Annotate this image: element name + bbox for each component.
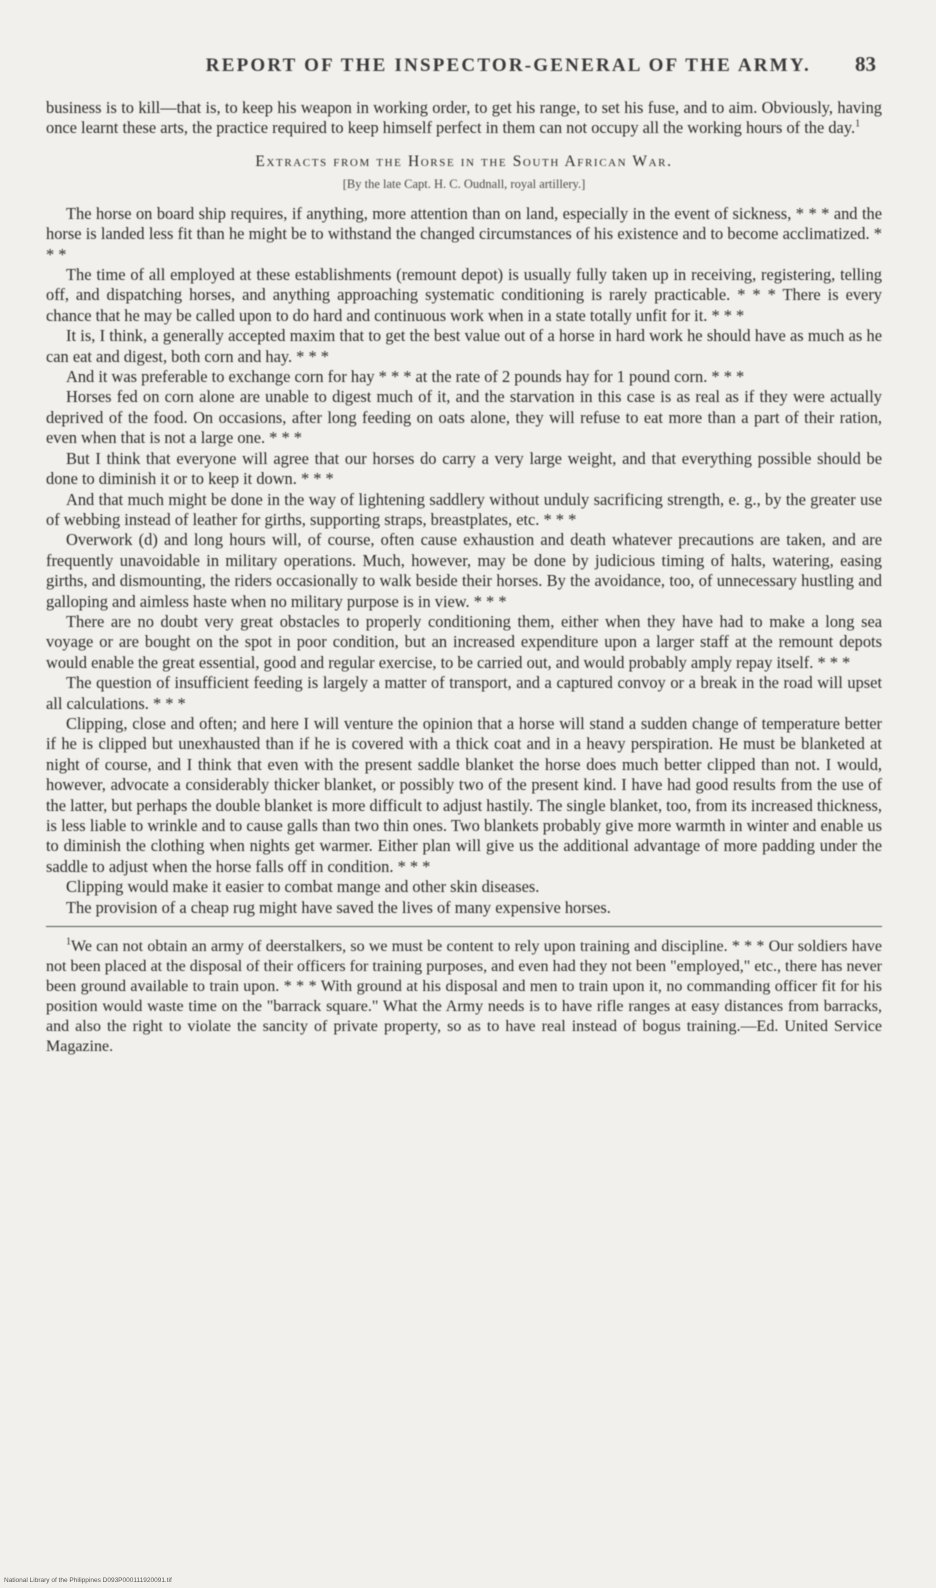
page-number: 83 [855, 52, 876, 76]
body-text [46, 204, 882, 918]
footnote-separator [46, 926, 882, 927]
page-header [46, 52, 882, 92]
paragraph-11: Clipping, close and often; and here I will venture the opinion that a horse will stand a sudden change of temperature better if he is clipped but unexhausted than if he is covered with a thick coat and in a heavy perspiration. He must be blanketed at night of course, and I think that even with the present saddle blanket the horse does much better clipped than not. I would, however, advocate a considerably thicker blanket, or possibly two of the present kind. I have had good results from the use of the latter, but perhaps the double blanket is more difficult to adjust hastily. The single blanket, too, from its increased thickness, is less liable to wrinkle and to cause galls than two thin ones. Two blankets probably give more warmth in winter and enable us to diminish the clothing when nights get warmer. Either plan will give us the additional advantage of more padding under the saddle to adjust when the horse falls off in condition. * * * [46, 713, 882, 876]
intro-paragraph [46, 98, 882, 139]
paragraph-8: Overwork (d) and long hours will, of course, often cause exhaustion and death whatever precautions are taken, and are frequently unavoidable in military operations. Much, however, may be done by judicious timing of halts, watering, easing girths, and dismounting, the riders occasionally to walk beside their horses. By the avoidance, too, of unnecessary hustling and galloping and aimless haste when no military purpose is in view. * * * [46, 530, 882, 611]
paragraph-6: But I think that everyone will agree that our horses do carry a very large weight, and that everything possible should be done to diminish it or to keep it down. * * * [46, 448, 882, 489]
paragraph-9: There are no doubt very great obstacles to properly conditioning them, either when they have had to make a long sea voyage or are bought on the spot in poor condition, but an increased expenditure upon a larger staff at the remount depots would enable the great essential, good and regular exercise, to be carried out, and would probably amply repay itself. * * * [46, 611, 882, 672]
footnote [46, 937, 882, 1057]
document-page [46, 52, 882, 1057]
paragraph-13: The provision of a cheap rug might have saved the lives of many expensive horses. [66, 897, 611, 917]
scan-imprint: National Library of the Philippines D093P000111920091.tif [4, 1577, 172, 1584]
paragraph-5: Horses fed on corn alone are unable to digest much of it, and the starvation in this case is as real as if they were actually deprived of the food. On occasions, after long feeding on oats alone, they will refuse to eat more than a part of their ration, even when that is not a large one. * * * [46, 387, 882, 448]
footnote-reference: 1 [855, 118, 861, 130]
paragraph-2: The time of all employed at these establishments (remount depot) is usually fully taken up in receiving, registering, telling off, and dispatching horses, and anything approaching systematic conditioning is rarely practicable. * * * There is every chance that he may be called upon to do hard and continuous work when in a state totally unfit for it. * * * [46, 265, 882, 325]
paragraph-3: It is, I think, a generally accepted maxim that to get the best value out of a horse in hard work he should have as much as he can eat and digest, both corn and hay. * * * [46, 326, 882, 366]
paragraph-10: The question of insufficient feeding is largely a matter of transport, and a captured convoy or a break in the road will upset all calculations. * * * [46, 673, 882, 713]
footnote-text: We can not obtain an army of deerstalkers, so we must be content to rely upon training and discipline. * * * Our soldiers have not been placed at the disposal of their officers for training purposes, and even had they not been "employed," etc., there has never been ground available to train upon. * * * With ground at his disposal and men to train upon it, no commanding officer fit for his position would waste time on the "barrack square." What the Army needs is to have rifle ranges at easy distances from barracks, and also the right to violate the sancity of private property, so as to have real instead of bogus training.—Ed. United Service Magazine. [46, 938, 882, 1056]
section-title: Extracts from the Horse in the South African War. [255, 152, 673, 170]
running-head: REPORT OF THE INSPECTOR-GENERAL OF THE ARMY. [205, 55, 811, 76]
footnote-mark: 1 [66, 936, 71, 948]
intro-text: business is to kill—that is, to keep his weapon in working order, to get his range, to set his fuse, and to aim. Obviously, having once learnt these arts, the practice required to keep himself perfect in them can not occupy all the working hours of the day. [46, 98, 882, 138]
paragraph-1: The horse on board ship requires, if anything, more attention than on land, especially in the event of sickness, * * * and the horse is landed less fit than he might be to withstand the changed circumstances of his existence and to become acclimatized. * * * [46, 203, 882, 264]
paragraph-12: Clipping would make it easier to combat mange and other skin diseases. [66, 877, 540, 897]
paragraph-7: And that much might be done in the way of lightening saddlery without unduly sacrificing strength, e. g., by the greater use of webbing instead of leather for girths, supporting straps, breastplates, etc. * * * [46, 489, 882, 529]
paragraph-4: And it was preferable to exchange corn for hay * * * at the rate of 2 pounds hay for 1 pound corn. * * * [66, 367, 745, 387]
footnote-paragraph [46, 937, 882, 1057]
byline: [By the late Capt. H. C. Oudnall, royal artillery.] [342, 176, 586, 191]
